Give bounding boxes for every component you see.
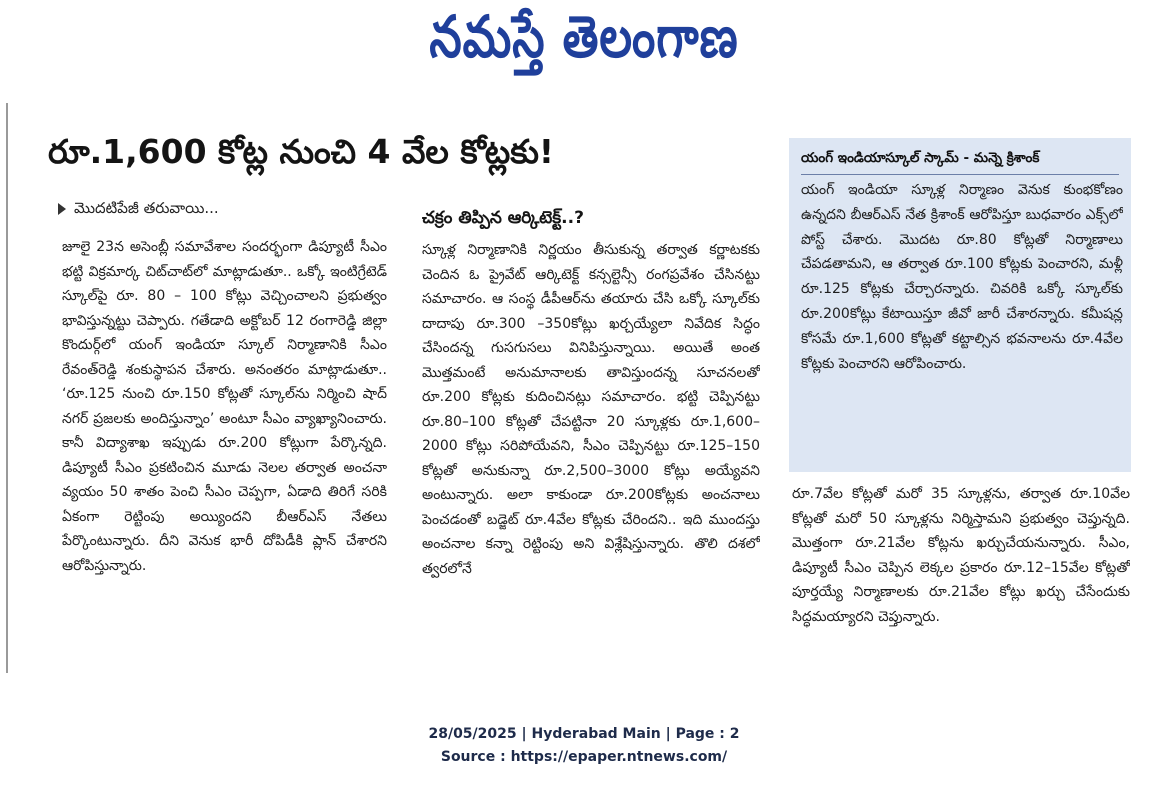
article-column-3: రూ.7వేల కోట్లతో మరో 35 స్కూళ్లను, తర్వాత రూ.10వేల కోట్లతో మరో 50 స్కూళ్లను నిర్మిస్తామని ప్రభుత్వం చెప్తున్నది. మొత్తంగా రూ.21వేల కోట్లను ఖర్చుచేయనున్నారు. సీఎం, డిప్యూటీ సీఎం చెప్పిన లెక్కల ప్రకారం రూ.12–15వేల కోట్లతో పూర్తయ్యే నిర్మాణాలకు రూ.21వేల కోట్లు ఖర్చు చేసేందుకు సిద్ధమయ్యారని చెప్తున్నారు. xyxy=(792,486,1130,625)
masthead-title: నమస్తే తెలంగాణ xyxy=(429,2,739,71)
article-column-2: స్కూళ్ల నిర్మాణానికి నిర్ణయం తీసుకున్న తర్వాత కర్ణాటకకు చెందిన ఓ ప్రైవేట్ ఆర్కిటెక్ట్ కన్సల్టెన్సీ రంగప్రవేశం చేసినట్టు సమాచారం. ఆ సంస్థ డీపీఆర్‌ను తయారు చేసి ఒక్కో స్కూల్‌కు దాదాపు రూ.300 –350కోట్లు ఖర్చయ్యేలా నివేదిక సిద్ధం చేసిందన్న గుసగుసలు వినిపిస్తున్నాయి. అయితే అంత మొత్తమంటే అనుమానాలకు తావిస్తుందన్న సూచనలతో రూ.200 కోట్లకు కుదించినట్లు సమాచారం. భట్టి చెప్పినట్టు రూ.80–100 కోట్లతో చేపట్టినా 20 స్కూళ్లకు రూ.1,600–2000 కోట్లు సరిపోయేవని, సీఎం చెప్పినట్టు రూ.125–150 కోట్లతో అనుకున్నా రూ.2,500–3000 కోట్లు అయ్యేవని అంటున్నారు. అలా కాకుండా రూ.200కోట్లకు అంచనాలు పెంచడంతో బడ్జెట్ రూ.4వేల కోట్లకు చేరిందని.. ఇది ముందస్తు అంచనాల కన్నా రెట్టింపు అని విశ్లేషిస్తున్నారు. తొలి దశలో త్వరలోనే xyxy=(422,242,760,577)
play-arrow-icon xyxy=(58,203,66,215)
highlight-box-divider xyxy=(801,174,1119,175)
highlight-box-title: యంగ్ ఇండియాస్కూల్ స్కామ్ - మన్నె క్రిశాంక్ xyxy=(801,150,1040,166)
highlight-box-text: యంగ్ ఇండియా స్కూళ్ల నిర్మాణం వెనుక కుంభకోణం ఉన్నదని బీఆర్‌ఎస్ నేత క్రిశాంక్ ఆరోపిస్తూ బుధవారం ఎక్స్‌లో పోస్ట్ చేశారు. మొదట రూ.80 కోట్లతో నిర్మాణాలు చేపడతామని, ఆ తర్వాత రూ.100 కోట్లకు పెంచారని, మళ్లీ రూ.125 కోట్లకు చేర్చారన్నారు. చివరికి ఒక్కో స్కూల్‌కు రూ.200కోట్లు కేటాయిస్తూ జీవో జారీ చేశారన్నారు. కమీషన్ల కోసమే రూ.1,600 కోట్లతో కట్టాల్సిన భవనాలను రూ.4వేల కోట్లకు పెంచారని ఆరోపించారు. xyxy=(801,182,1123,372)
headline: రూ.1,600 కోట్ల నుంచి 4 వేల కోట్లకు! xyxy=(48,132,554,171)
column-2-subheading: చక్రం తిప్పిన ఆర్కిటెక్ట్..? xyxy=(422,208,584,228)
continued-from-front-page xyxy=(58,199,398,225)
footer-source: Source : https://epaper.ntnews.com/ xyxy=(440,749,728,765)
continued-label: మొదటిపేజీ తరువాయి... xyxy=(74,199,219,217)
footer-edition-info: 28/05/2025 | Hyderabad Main | Page : 2 xyxy=(428,726,740,742)
article-column-1: జూలై 23న అసెంబ్లీ సమావేశాల సందర్భంగా డిప్యూటీ సీఎం భట్టి విక్రమార్క చిట్‌చాట్‌లో మాట్లాడుతూ.. ఒక్కో ఇంటిగ్రేటెడ్ స్కూల్‌పై రూ. 80 – 100 కోట్లు వెచ్చించాలని ప్రభుత్వం భావిస్తున్నట్టు చెప్పారు. గతేడాది అక్టోబర్ 12 రంగారెడ్డి జిల్లా కొందుర్గ్‌లో యంగ్ ఇండియా స్కూల్ నిర్మాణానికి సీఎం రేవంత్‌రెడ్డి శంకుస్థాపన చేశారు. అనంతరం మాట్లాడుతూ.. ‘రూ.125 నుంచి రూ.150 కోట్లతో స్కూల్‌ను నిర్మించి షాద్ నగర్ ప్రజలకు అందిస్తున్నాం’ అంటూ సీఎం వ్యాఖ్యానించారు. కానీ విద్యాశాఖ ఇప్పుడు రూ.200 కోట్లుగా పేర్కొన్నది. డిప్యూటీ సీఎం ప్రకటించిన మూడు నెలల తర్వాత అంచనా వ్యయం 50 శాతం పెంచి సీఎం చెప్పగా, ఏడాది తిరిగే సరికి ఏకంగా రెట్టింపు అయ్యిందని బీఆర్‌ఎస్ నేతలు పేర్కొంటున్నారు. దీని వెనుక భారీ దోపిడీకి ప్లాన్ చేశారని ఆరోపిస్తున్నారు. xyxy=(62,239,387,574)
highlight-box xyxy=(789,138,1131,472)
masthead xyxy=(0,4,1168,84)
column-divider xyxy=(6,103,8,673)
